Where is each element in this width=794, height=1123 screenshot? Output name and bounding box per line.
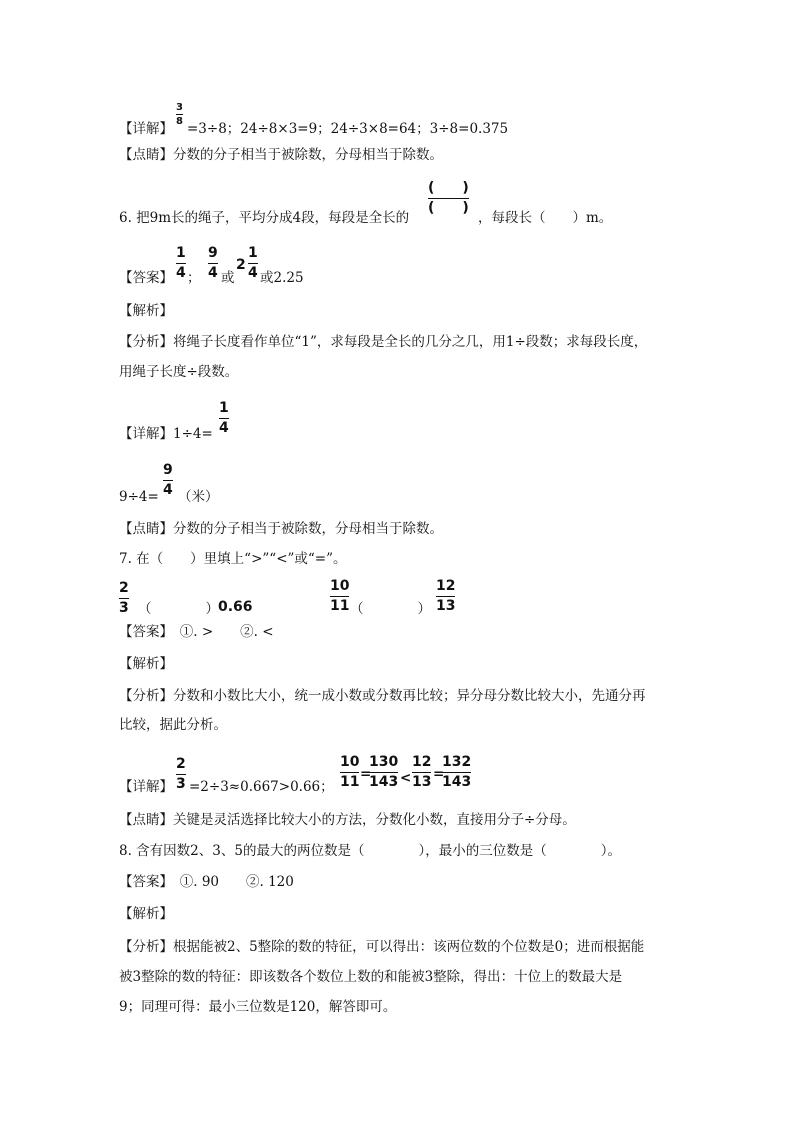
point-line: 【点睛】分数的分子相当于被除数，分母相当于除数。 [119,521,443,537]
analysis-label: 【解析】 [119,906,173,922]
fenxi-line-1: 【分析】将绳子长度看作单位“1”，求每段是全长的几分之几，用1÷段数；求每段长度， [119,334,648,350]
detail-line: 【详解】1÷4= [119,426,213,442]
fraction-12-13: 12 13 [436,578,456,614]
point-line: 【点睛】分数的分子相当于被除数，分母相当于除数。 [119,147,443,163]
answer-fraction-9-4: 9 4 [208,245,218,281]
answer-fraction-mixed: 1 4 [248,245,258,281]
detail-label: 【详解】 [119,121,173,137]
question-8: 8. 含有因数2、3、5的最大的两位数是（ ），最小的三位数是（ ）。 [119,843,621,859]
analysis-label: 【解析】 [119,303,173,319]
fraction-130-143: 130 143 [369,754,399,790]
compare-blank-2[interactable]: （ ） [350,601,431,617]
fenxi-line-2: 被3整除的数的特征：即该数各个数位上数的和能被3整除，得出：十位上的数最大是 [119,969,623,985]
fraction-10-11: 10 11 [340,754,360,790]
fenxi-line-3: 9；同理可得：最小三位数是120，解答即可。 [119,999,397,1015]
fraction-132-143: 132 143 [442,754,472,790]
fenxi-line-2: 比较，据此分析。 [119,717,227,733]
fraction-2-3: 2 3 [119,580,129,616]
answer-line: 【答案】 ①. 90 ②. 120 [119,874,294,890]
fraction-3-8: 3 8 [176,102,183,127]
detail-label: 【详解】 [119,779,173,795]
mixed-whole: 2 [236,257,246,273]
detail-text: =3÷8；24÷8×3=9；24÷3×8=64；3÷8=0.375 [187,121,509,137]
compare-blank-1[interactable]: （ ） [138,601,219,617]
fraction-1-4: 1 4 [219,400,229,436]
blank-fraction[interactable]: ( ) ( ) [428,180,469,216]
question-7: 7. 在（ ）里填上“>”“<”或“=”。 [119,551,347,567]
answer-line: 【答案】 ①. > ②. < [119,624,274,640]
detail-line-2: 9÷4= [119,489,159,505]
answer-label: 【答案】 [119,270,173,286]
question-6-tail: ，每段长（ ）m。 [478,210,613,226]
point-line: 【点睛】关键是灵活选择比较大小的方法，分数化小数，直接用分子÷分母。 [119,812,576,828]
fraction-10-11: 10 11 [330,578,350,614]
answer-fraction-1-4: 1 4 [176,245,186,281]
analysis-label: 【解析】 [119,656,173,672]
fenxi-line-1: 【分析】分数和小数比大小，统一成小数或分数再比较；异分母分数比较大小，先通分再 [119,688,646,704]
question-6: 6. 把9m长的绳子，平均分成4段，每段是全长的 [119,210,410,226]
fraction-9-4: 9 4 [163,462,173,498]
fraction-2-3: 2 3 [176,756,186,792]
fenxi-line-2: 用绳子长度÷段数。 [119,364,239,380]
detail-line [119,119,173,139]
fraction-12-13: 12 13 [412,754,432,790]
fenxi-line-1: 【分析】根据能被2、5整除的数的特征，可以得出：该两位数的个位数是0；进而根据能 [119,939,645,955]
